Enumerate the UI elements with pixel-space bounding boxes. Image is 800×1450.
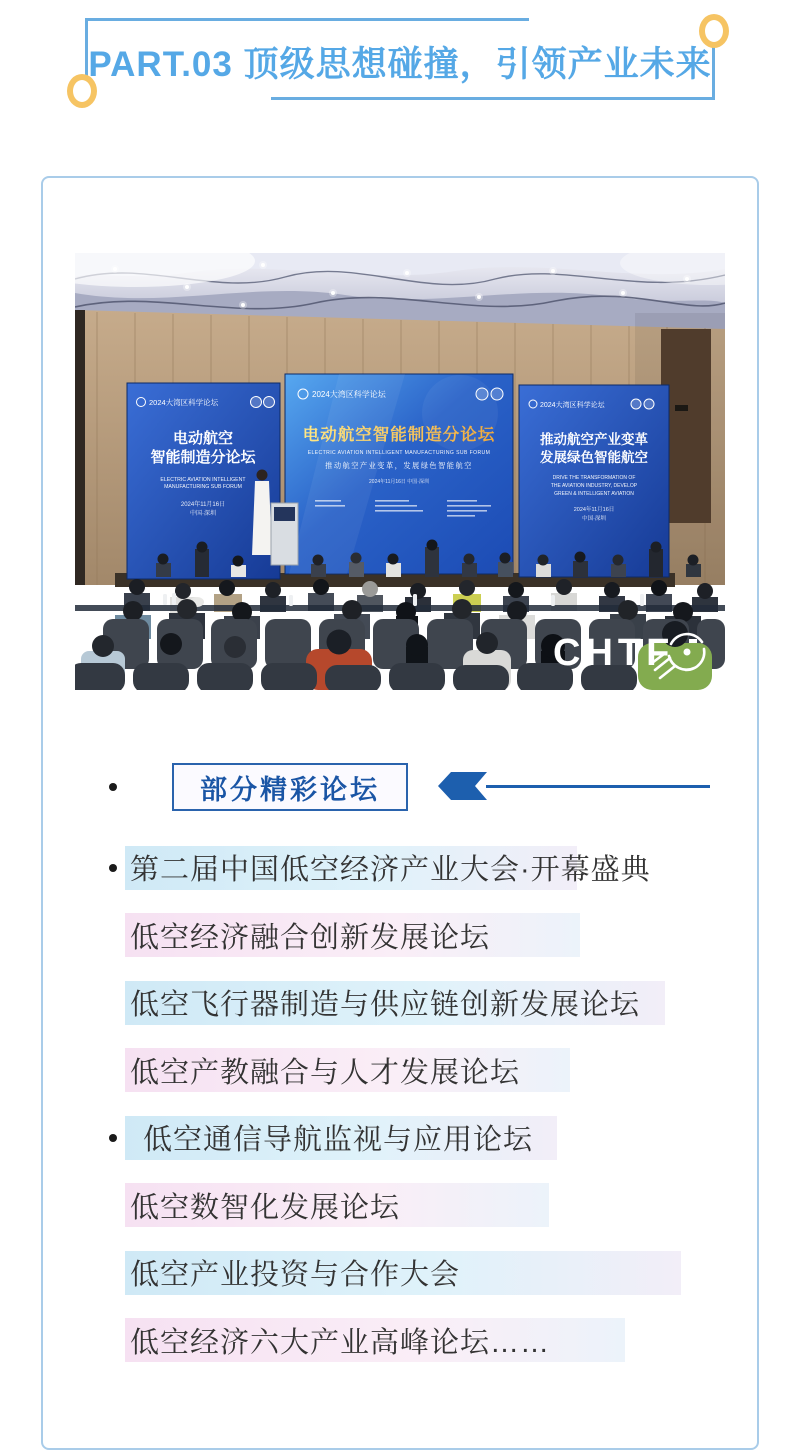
- forum-item-label: 低空产业投资与合作大会: [130, 1252, 460, 1293]
- bullet-dot: [109, 1134, 117, 1142]
- forum-list-item: [43, 834, 757, 902]
- forum-item-label: 低空通信导航监视与应用论坛: [130, 1117, 533, 1158]
- forum-item-label: 低空产教融合与人才发展论坛: [130, 1050, 520, 1091]
- svg-text:ELECTRIC AVIATION INTELLIGENT: ELECTRIC AVIATION INTELLIGENT MANUFACTURING SUB FORUM: [307, 450, 491, 456]
- content-card: [41, 176, 759, 1450]
- decor-line-top: [85, 18, 529, 21]
- forum-list-item: [43, 1104, 757, 1172]
- svg-text:发展绿色智能航空: 发展绿色智能航空: [540, 450, 648, 465]
- svg-text:2024大湾区科学论坛: 2024大湾区科学论坛: [149, 398, 219, 407]
- forum-list: [43, 834, 757, 1374]
- section-title: PART.03 顶级思想碰撞，引领产业未来: [88, 45, 712, 84]
- forum-list-item: [43, 969, 757, 1037]
- forum-item-label: 低空经济六大产业高峰论坛……: [130, 1320, 550, 1361]
- section-header: [0, 0, 800, 150]
- forum-list-item: [43, 902, 757, 970]
- svg-text:THE AVIATION INDUSTRY, DEVELOP: THE AVIATION INDUSTRY, DEVELOP: [550, 483, 638, 489]
- forum-item-label: 第二届中国低空经济产业大会·开幕盛典: [130, 847, 651, 888]
- forum-item-label: 低空飞行器制造与供应链创新发展论坛: [130, 982, 640, 1023]
- svg-text:2024年11月16日: 2024年11月16日: [180, 502, 226, 508]
- svg-text:2024大湾区科学论坛: 2024大湾区科学论坛: [540, 402, 605, 409]
- arrow-line: [486, 785, 710, 788]
- svg-text:中国·深圳: 中国·深圳: [582, 516, 606, 522]
- forum-list-item: [43, 1307, 757, 1375]
- svg-text:2024大湾区科学论坛: 2024大湾区科学论坛: [312, 390, 386, 399]
- forum-item-label: 低空数智化发展论坛: [130, 1185, 400, 1226]
- svg-text:电动航空智能制造分论坛: 电动航空智能制造分论坛: [302, 426, 496, 444]
- forum-list-item: [43, 1172, 757, 1240]
- svg-text:智能制造分论坛: 智能制造分论坛: [150, 449, 256, 466]
- forum-list-item: [43, 1037, 757, 1105]
- arrow-left-icon: [438, 772, 487, 800]
- bullet-dot: [109, 783, 117, 791]
- svg-text:MANUFACTURING SUB FORUM: MANUFACTURING SUB FORUM: [164, 484, 242, 490]
- svg-text:2024年11月16日: 2024年11月16日: [573, 507, 615, 513]
- svg-text:ELECTRIC AVIATION INTELLIGENT: ELECTRIC AVIATION INTELLIGENT: [160, 477, 246, 483]
- bullet-dot: [109, 864, 117, 872]
- right-screen: [519, 385, 669, 577]
- center-screen: [285, 374, 513, 574]
- svg-text:中国·深圳: 中国·深圳: [190, 511, 216, 517]
- forum-item-label: 低空经济融合创新发展论坛: [130, 915, 490, 956]
- svg-text:DRIVE THE TRANSFORMATION OF: DRIVE THE TRANSFORMATION OF: [552, 475, 636, 481]
- svg-text:2024年11月16日 中国·深圳: 2024年11月16日 中国·深圳: [369, 479, 429, 485]
- svg-text:推动航空产业变革: 推动航空产业变革: [540, 432, 648, 447]
- decor-line-bottom: [271, 97, 715, 100]
- forums-heading-label: 部分精彩论坛: [200, 774, 380, 805]
- svg-text:电动航空: 电动航空: [172, 430, 234, 447]
- svg-text:CHTF: CHTF: [553, 632, 675, 674]
- forum-list-item: [43, 1239, 757, 1307]
- forums-heading-box: [172, 763, 408, 811]
- forum-photo[interactable]: [75, 253, 725, 690]
- forums-heading-row: [43, 752, 757, 822]
- svg-text:GREEN & INTELLIGENT AVIATION: GREEN & INTELLIGENT AVIATION: [554, 491, 634, 497]
- svg-text:推动航空产业变革，发展绿色智能航空: 推动航空产业变革，发展绿色智能航空: [325, 461, 473, 470]
